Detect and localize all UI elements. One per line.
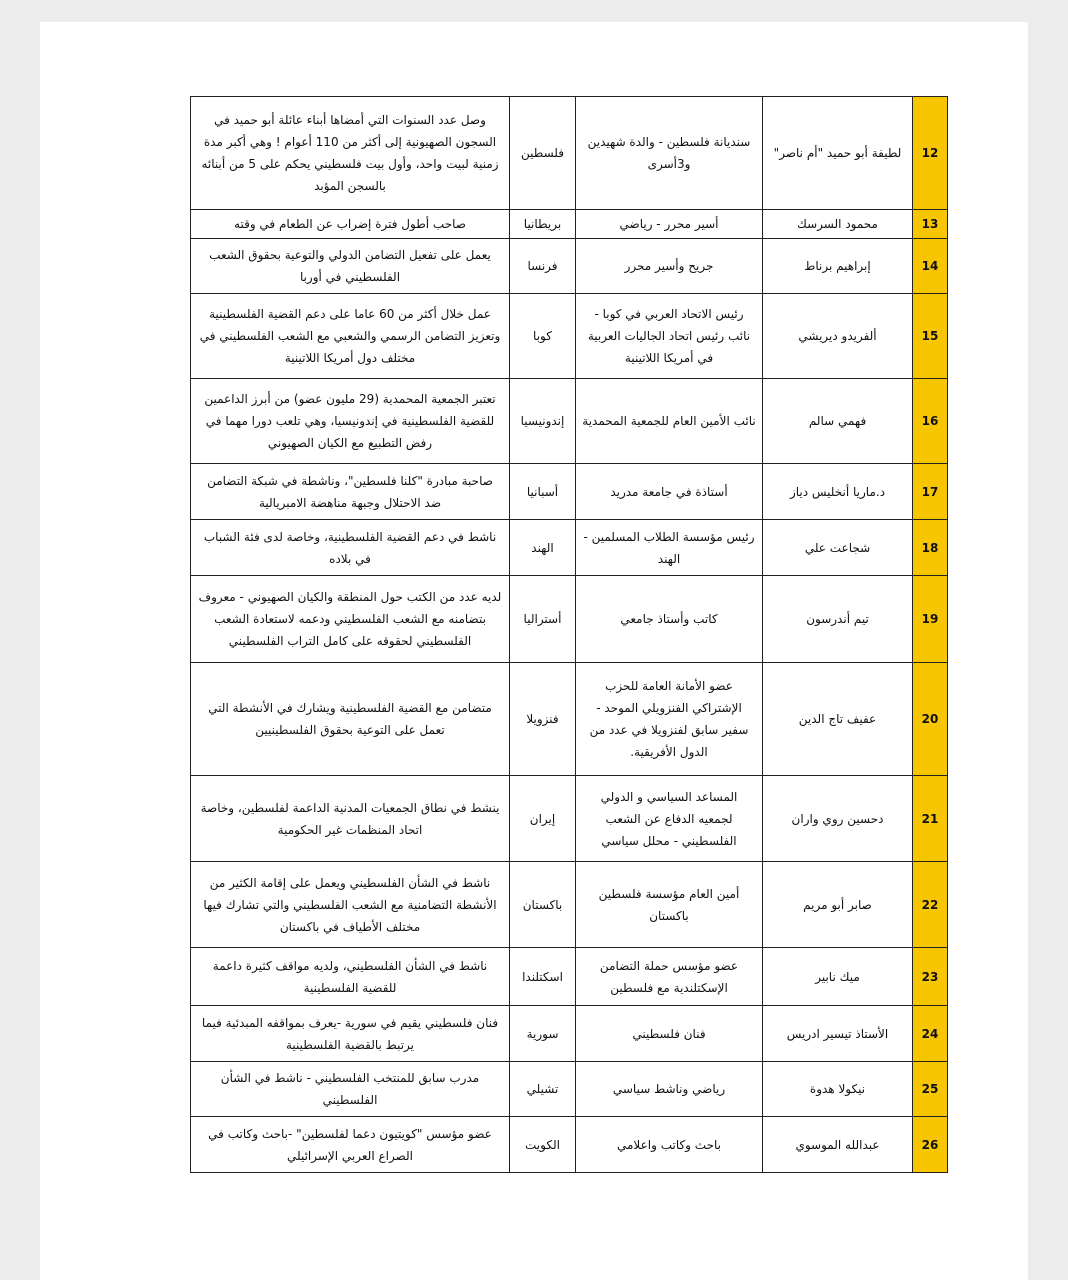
row-number: 19 <box>913 576 948 663</box>
table-row <box>191 576 948 663</box>
country: فلسطين <box>510 97 576 210</box>
description: مدرب سابق للمنتخب الفلسطيني - ناشط في الشأن الفلسطيني <box>191 1062 510 1117</box>
description: صاحبة مبادرة "كلنا فلسطين"، وناشطة في شبكة التضامن ضد الاحتلال وجبهة مناهضة الامبريالية <box>191 464 510 520</box>
person-role: أسير محرر - رياضي <box>576 210 763 239</box>
person-role: رئيس مؤسسة الطلاب المسلمين - الهند <box>576 520 763 576</box>
country: فنزويلا <box>510 663 576 776</box>
person-role: أمين العام مؤسسة فلسطين باكستان <box>576 862 763 948</box>
description: يعمل على تفعيل التضامن الدولي والتوعية بحقوق الشعب الفلسطيني في أوربا <box>191 239 510 294</box>
person-name: دحسين روي واران <box>763 776 913 862</box>
person-role: عضو مؤسس حملة التضامن الإسكتلندية مع فلسطين <box>576 948 763 1006</box>
country: كوبا <box>510 294 576 379</box>
row-number: 23 <box>913 948 948 1006</box>
country: باكستان <box>510 862 576 948</box>
table-row <box>191 948 948 1006</box>
person-role: نائب الأمين العام للجمعية المحمدية <box>576 379 763 464</box>
person-name: صابر أبو مريم <box>763 862 913 948</box>
description: ناشط في الشأن الفلسطيني، ولديه مواقف كثيرة داعمة للقضية الفلسطينية <box>191 948 510 1006</box>
person-role: أستاذة في جامعة مدريد <box>576 464 763 520</box>
person-role: كاتب وأستاذ جامعي <box>576 576 763 663</box>
country: إيران <box>510 776 576 862</box>
row-number: 18 <box>913 520 948 576</box>
table-row <box>191 210 948 239</box>
table-row <box>191 239 948 294</box>
person-role: جريح وأسير محرر <box>576 239 763 294</box>
country: إندونيسيا <box>510 379 576 464</box>
table-row <box>191 776 948 862</box>
person-role: سنديانة فلسطين - والدة شهيدين و3أسرى <box>576 97 763 210</box>
table-row <box>191 1117 948 1173</box>
row-number: 26 <box>913 1117 948 1173</box>
description: وصل عدد السنوات التي أمضاها أبناء عائلة أبو حميد في السجون الصهيونية إلى أكثر من 110 أعوام ! وهي أكبر مدة زمنية لبيت واحد، وأول بيت فلسطيني يحكم على 5 من أبنائه بالسجن المؤبد <box>191 97 510 210</box>
person-role: عضو الأمانة العامة للحزب الإشتراكي الفنزويلي الموحد - سفير سابق لفنزويلا في عدد من الدول الأفريقية. <box>576 663 763 776</box>
row-number: 17 <box>913 464 948 520</box>
country: فرنسا <box>510 239 576 294</box>
document-page <box>40 22 1028 1280</box>
person-role: رئيس الاتحاد العربي في كوبا - نائب رئيس اتحاد الجاليات العربية في أمريكا اللاتينية <box>576 294 763 379</box>
row-number: 22 <box>913 862 948 948</box>
person-name: د.ماريا أنخليس دياز <box>763 464 913 520</box>
person-name: الأستاذ تيسير ادريس <box>763 1006 913 1062</box>
table-row <box>191 294 948 379</box>
person-name: تيم أندرسون <box>763 576 913 663</box>
table-row <box>191 97 948 210</box>
country: الكويت <box>510 1117 576 1173</box>
description: صاحب أطول فترة إضراب عن الطعام في وقته <box>191 210 510 239</box>
row-number: 25 <box>913 1062 948 1117</box>
person-role: باحث وكاتب واعلامي <box>576 1117 763 1173</box>
table-row <box>191 1006 948 1062</box>
description: فنان فلسطيني يقيم في سورية -يعرف بمواقفه المبدئية فيما يرتبط بالقضية الفلسطينية <box>191 1006 510 1062</box>
person-name: لطيفة أبو حميد "أم ناصر" <box>763 97 913 210</box>
person-role: المساعد السياسي و الدولي لجمعيه الدفاع عن الشعب الفلسطيني - محلل سياسي <box>576 776 763 862</box>
person-name: محمود السرسك <box>763 210 913 239</box>
person-name: عبدالله الموسوي <box>763 1117 913 1173</box>
person-name: ألفريدو ديريشي <box>763 294 913 379</box>
description: ناشط في الشأن الفلسطيني ويعمل على إقامة الكثير من الأنشطة التضامنية مع الشعب الفلسطيني والتي تشارك فيها مختلف الأطياف في باكستان <box>191 862 510 948</box>
row-number: 14 <box>913 239 948 294</box>
data-table <box>190 96 948 1173</box>
person-name: فهمي سالم <box>763 379 913 464</box>
country: اسكتلندا <box>510 948 576 1006</box>
description: ناشط في دعم القضية الفلسطينية، وخاصة لدى فئة الشباب في بلاده <box>191 520 510 576</box>
table-row <box>191 862 948 948</box>
person-role: فنان فلسطيني <box>576 1006 763 1062</box>
row-number: 21 <box>913 776 948 862</box>
country: بريطانيا <box>510 210 576 239</box>
row-number: 15 <box>913 294 948 379</box>
country: سورية <box>510 1006 576 1062</box>
description: تعتبر الجمعية المحمدية (29 مليون عضو) من أبرز الداعمين للقضية الفلسطينية في إندونيسيا، وهي تلعب دورا مهما في رفض التطبيع مع الكيان الصهيوني <box>191 379 510 464</box>
country: أسبانيا <box>510 464 576 520</box>
row-number: 16 <box>913 379 948 464</box>
country: أستراليا <box>510 576 576 663</box>
description: عمل خلال أكثر من 60 عاما على دعم القضية الفلسطينية وتعزيز التضامن الرسمي والشعبي مع الشعب الفلسطيني في مختلف دول أمريكا اللاتينية <box>191 294 510 379</box>
description: لديه عدد من الكتب حول المنطقة والكيان الصهيوني - معروف بتضامنه مع الشعب الفلسطيني ودعمه لاستعادة الشعب الفلسطيني لحقوقه على كامل التراب الفلسطيني <box>191 576 510 663</box>
table-row <box>191 663 948 776</box>
row-number: 24 <box>913 1006 948 1062</box>
row-number: 12 <box>913 97 948 210</box>
description: ينشط في نطاق الجمعيات المدنية الداعمة لفلسطين، وخاصة اتحاد المنظمات غير الحكومية <box>191 776 510 862</box>
person-name: ميك نابير <box>763 948 913 1006</box>
person-name: شجاعت علي <box>763 520 913 576</box>
row-number: 20 <box>913 663 948 776</box>
table-row <box>191 520 948 576</box>
person-name: نيكولا هدوة <box>763 1062 913 1117</box>
country: الهند <box>510 520 576 576</box>
description: عضو مؤسس "كويتيون دعما لفلسطين" -باحث وكاتب في الصراع العربي الإسرائيلي <box>191 1117 510 1173</box>
person-name: عفيف تاج الدين <box>763 663 913 776</box>
table-row <box>191 464 948 520</box>
person-name: إبراهيم برناط <box>763 239 913 294</box>
person-role: رياضي وناشط سياسي <box>576 1062 763 1117</box>
country: تشيلي <box>510 1062 576 1117</box>
row-number: 13 <box>913 210 948 239</box>
table-row <box>191 379 948 464</box>
table-row <box>191 1062 948 1117</box>
description: متضامن مع القضية الفلسطينية ويشارك في الأنشطة التي تعمل على التوعية بحقوق الفلسطينيين <box>191 663 510 776</box>
